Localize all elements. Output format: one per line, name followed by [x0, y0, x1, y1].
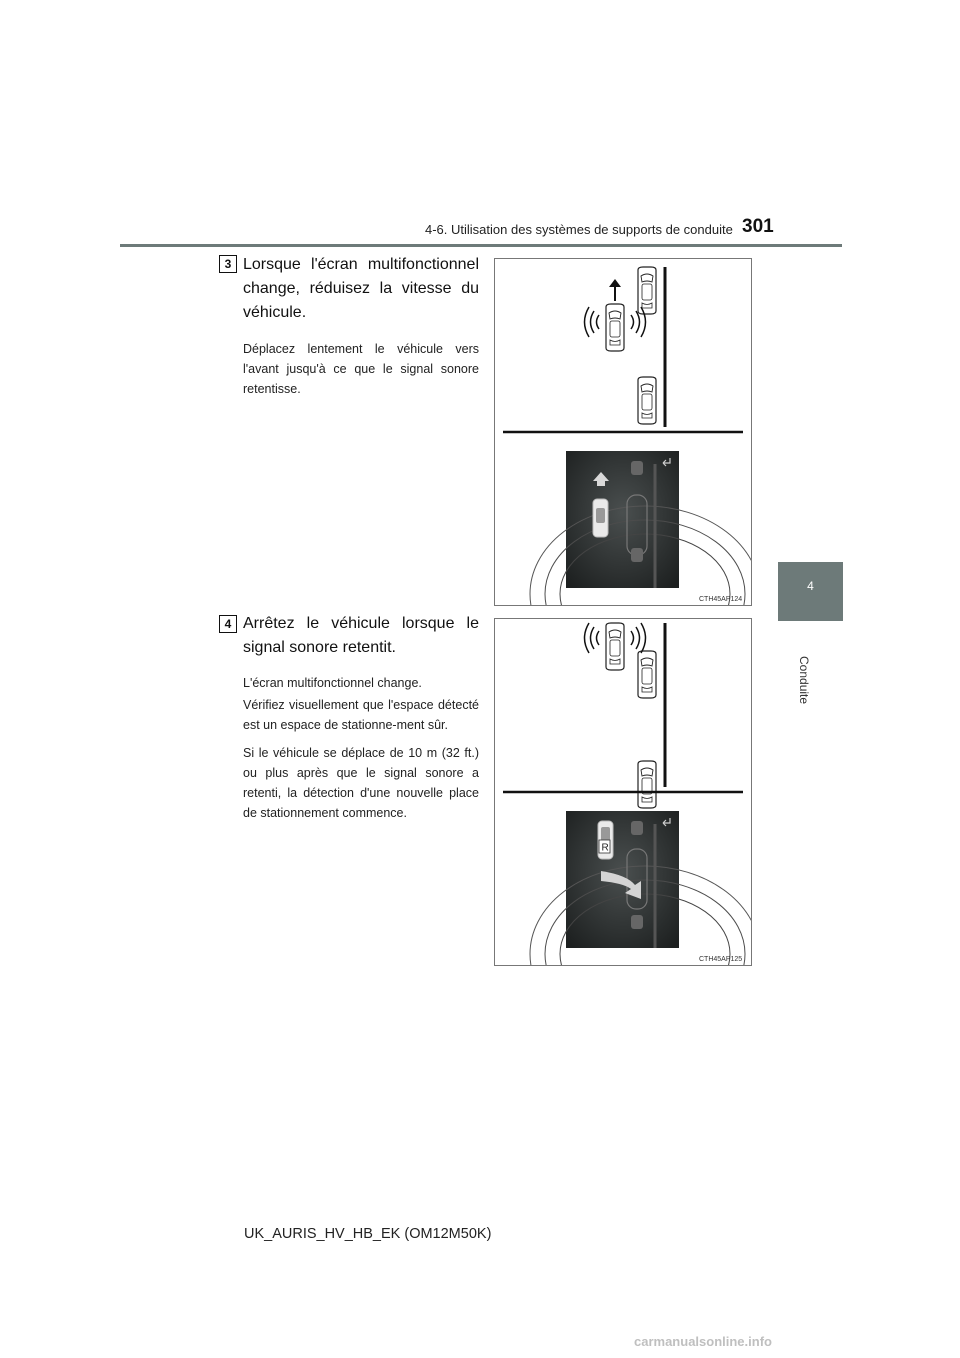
svg-text:R: R [601, 842, 609, 854]
figure-code: CTH45AP125 [699, 956, 743, 963]
car-icon [638, 761, 656, 808]
chapter-label: Conduite [797, 656, 811, 705]
reverse-gear-icon [599, 840, 610, 854]
step-paragraph: Si le véhicule se déplace de 10 m (32 ft.) ou plus après que le signal sonore a retenti, la détection d'une nouvelle place de stationnement commence. [243, 746, 479, 820]
figure-step-4 [494, 618, 752, 966]
step-title: Arrêtez le véhicule lorsque le signal sonore retentit. [243, 615, 479, 656]
own-car [585, 279, 646, 351]
page-number: 301 [742, 216, 774, 237]
up-arrow-icon [609, 279, 621, 301]
car-icon [638, 651, 656, 698]
section-title: 4-6. Utilisation des systèmes de supports de conduite [425, 222, 733, 237]
figure-step-3 [494, 258, 752, 606]
multi-display-screen [530, 811, 751, 965]
own-car [585, 623, 646, 670]
watermark: carmanualsonline.info [634, 1334, 772, 1349]
car-icon [606, 304, 624, 351]
manual-code: UK_AURIS_HV_HB_EK (OM12M50K) [244, 1226, 492, 1242]
chapter-tab[interactable] [778, 562, 843, 621]
step-4-text [243, 612, 479, 823]
step-paragraph: Déplacez lentement le véhicule vers l'avant jusqu'à ce que le signal sonore retentisse. [243, 342, 479, 396]
car-icon [638, 267, 656, 314]
step-paragraph: Vérifiez visuellement que l'espace détecté est un espace de stationne-ment sûr. [243, 698, 479, 732]
chapter-number: 4 [807, 579, 814, 593]
step-number: 4 [219, 615, 237, 633]
header-rule [120, 244, 842, 247]
step-3-text [243, 253, 479, 399]
step-number: 3 [219, 255, 237, 273]
step-paragraph: L'écran multifonctionnel change. [243, 676, 422, 690]
car-icon [606, 623, 624, 670]
figure-code: CTH45AP124 [699, 596, 743, 603]
multi-display-screen [530, 451, 751, 605]
step-title: Lorsque l'écran multifonctionnel change, réduisez la vitesse du véhicule. [243, 256, 479, 321]
car-icon [638, 377, 656, 424]
